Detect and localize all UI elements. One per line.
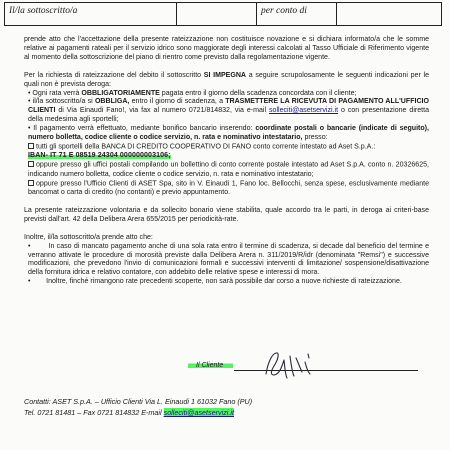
impegna-bullet-2 <box>24 98 429 125</box>
iban-row <box>24 152 429 161</box>
footer-line-1: Contatti: ASET S.p.A. – Ufficio Clienti Via L. Einaudi 1 61032 Fano (PU) <box>24 397 253 406</box>
inoltre-bullet-1 <box>24 243 429 279</box>
option-bank <box>24 143 429 152</box>
footer-email-link[interactable]: solleciti@asetservizi.it <box>163 408 234 417</box>
impegna-bullet-1 <box>24 90 429 99</box>
bullet2-end: o con presentazione diretta della medesima agli sportelli; <box>28 107 429 124</box>
on-behalf-field[interactable] <box>337 3 441 25</box>
bullet3-post: presso: <box>302 134 328 142</box>
bullet3-bold: coordinate postali o bancarie (indicate di seguito), numero bolletta, codice cliente o codice servizio, n. rata e nominativo intestatario, <box>28 125 429 142</box>
bullet1-bold: OBBLIGATORIAMENTE <box>81 89 160 97</box>
document-body <box>24 36 429 287</box>
impegna-paragraph <box>24 72 429 90</box>
bullet1-post: pagata entro il giorno della scadenza concordata con il cliente; <box>159 89 357 97</box>
checkbox-office[interactable] <box>28 180 34 186</box>
signature-area <box>188 352 428 388</box>
impegna-bullet-3 <box>24 125 429 143</box>
bullet3-pre: • Il pagamento verrà effettuato, mediante bonifico bancario inserendo: <box>28 125 256 133</box>
checkbox-bank[interactable] <box>28 143 34 149</box>
inoltre-bullet2-text: Inoltre, finché rimangono rate precedenti scoperte, non sarà possibile dar corso a nuove richieste di rateizzazione. <box>46 278 402 286</box>
option-post <box>24 161 429 179</box>
bullet2-pre: • il/la sottoscritto/a si <box>28 98 95 106</box>
inoltre-bullet1-marker: • <box>28 242 49 250</box>
handwritten-signature <box>258 348 338 382</box>
subscriber-label: Il/la sottoscritto/a <box>5 3 177 25</box>
iban-value: IBAN- IT 71 E 08519 24304 000000003106; <box>28 152 171 160</box>
client-signature-label: Il Cliente <box>188 362 233 369</box>
impegna-bold: SI IMPEGNA <box>203 71 247 79</box>
bullet2-bold2: TRASMETTERE LA RICEVUTA DI PAGAMENTO ALL'UFFICIO CLIENTI <box>28 98 429 115</box>
option-post-text: oppure presso gli uffici postali compilando un bollettino di conto corrente postale intestato ad Aset S.p.A. conto n. 20326625, indicando numero bolletta, codice cliente o codice servizio, n. rata e nominativo intestatario; <box>28 161 429 178</box>
impegna-lead: Per la richiesta di rateizzazione del debito il sottoscritto <box>24 71 204 79</box>
footer-contacts: Tel. 0721 81481 – Fax 0721 814832 E-mail <box>24 408 164 417</box>
subscriber-field[interactable] <box>177 3 257 25</box>
option-bank-text: tutti gli sportelli della BANCA DI CREDITO COOPERATIVO DI FANO conto corrente intestato ad Aset S.p.A.: <box>36 143 376 151</box>
bullet2-post: di Via Einaudi Fano!, via fax al numero 0721/814832, via e-mail <box>55 107 269 115</box>
inoltre-lead: Inoltre, il/la sottoscritto/a prende atto che: <box>24 233 153 241</box>
option-office <box>24 180 429 198</box>
bullet2-mid: entro il giorno di scadenza, a <box>129 98 226 106</box>
inoltre-bullet2-marker: • <box>28 278 47 286</box>
bullet1-pre: • Ogni rata verrà <box>28 89 82 97</box>
inoltre-bullet1-text: In caso di mancato pagamento anche di una sola rata entro il termine di scadenza, si decade dal beneficio del termine e verranno attivate le procedure di morosità previste dalla Delibera Arera n. 311/2019/R/idr (denominata "Remsi") e successive modificazioni, che prevedono l'invio di comunicazioni formali e successivi interventi di limitazione/ sospensione/disattivazione della fornitura idrica e relativo contatore, con addebito delle relative spese e interessi di mora. <box>28 242 429 277</box>
footer-line-2 <box>24 407 252 418</box>
intro-paragraph: prende atto che l'accettazione della presente rateizzazione non costituisce novazione e si dichiara informato/a che le somme relative ai pagamenti rateali per il servizio idrico sono maggiorate degli interessi calcolati al Tasso Ufficiale di Riferimento vigente al momento della sottoscrizione del piano di rientro come previsto dalla regolamentazione vigente. <box>24 36 429 61</box>
email-link-solleciti[interactable]: solleciti@asetservizi.it <box>269 107 339 115</box>
option-office-text: oppure presso l'Ufficio Clienti di ASET Spa, sito in V. Einaudi 1, Fano loc. Bellocchi, senza spese, esclusivamente mediante bancomat o carta di credito (no contanti) e previo appuntamento. <box>28 180 429 196</box>
bullet2-bold1: OBBLIGA, <box>94 98 130 106</box>
contact-footer <box>24 396 252 418</box>
on-behalf-label: per conto di <box>257 3 337 25</box>
checkbox-post[interactable] <box>28 161 34 167</box>
header-table <box>4 2 442 26</box>
inoltre-bullet-2 <box>24 278 429 287</box>
impegna-rest: a seguire scrupolosamente le seguenti indicazioni per le quali non è prevista deroga: <box>24 71 430 88</box>
volontaria-paragraph: La presente rateizzazione volontaria e da sollecito bonario viene stabilita, quale accordo tra le parti, in deroga ai criteri-base previsti dall'art. 42 della Delibera Arera 655/2015 per periodicità-rate. <box>24 206 429 223</box>
